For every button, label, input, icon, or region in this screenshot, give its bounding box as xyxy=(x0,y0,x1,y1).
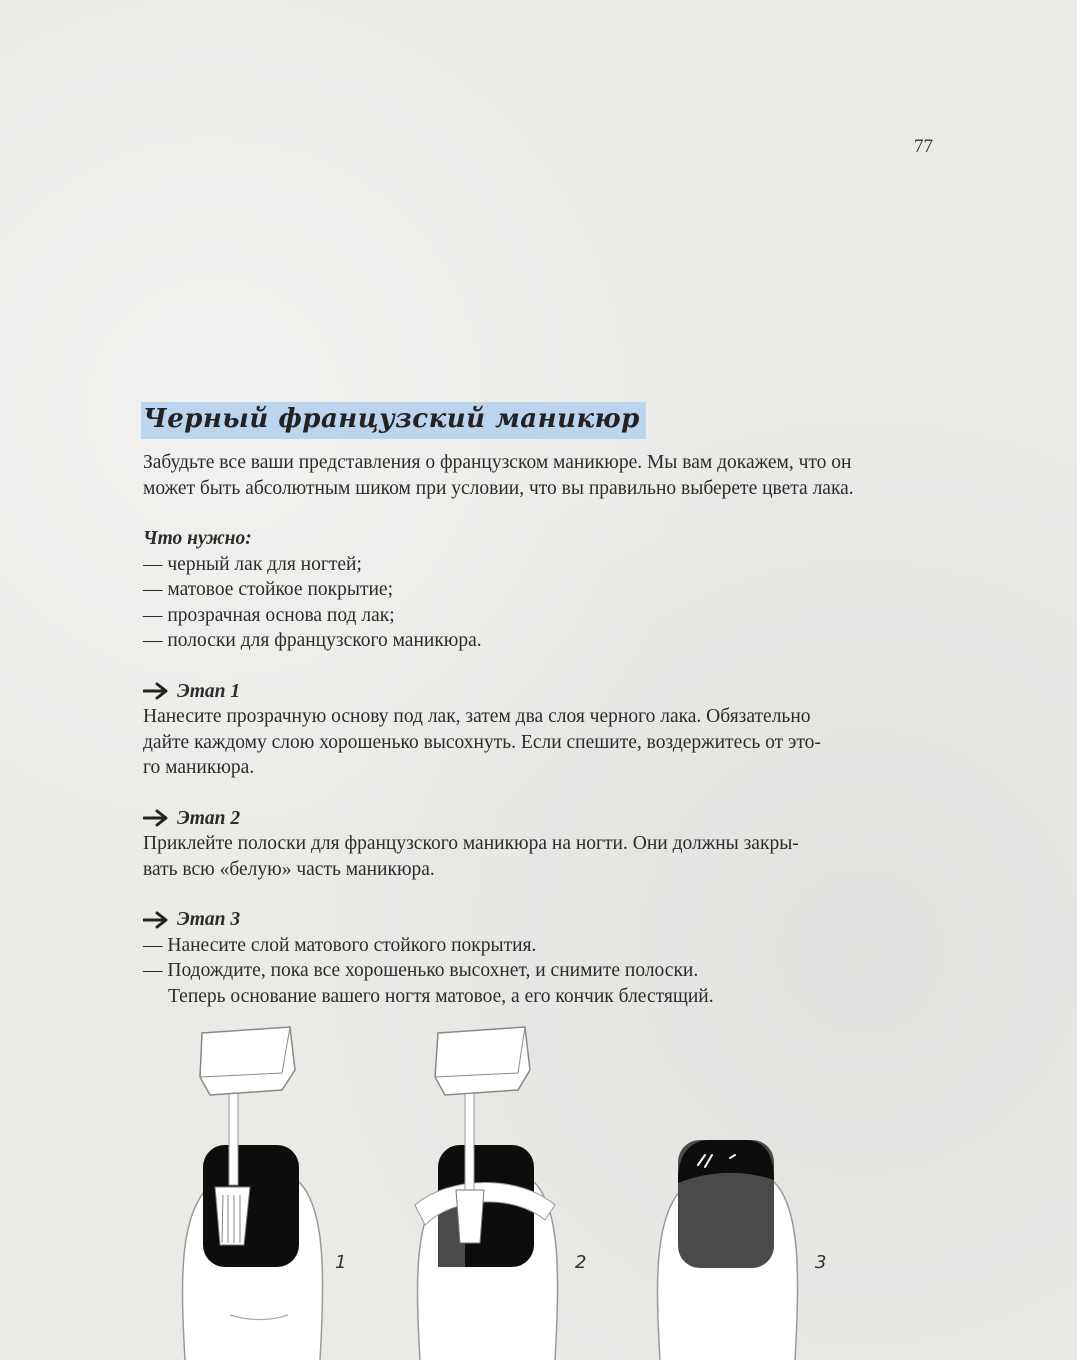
needs-item: — матовое стойкое покрытие; xyxy=(143,579,393,600)
figure-label-2: 2 xyxy=(575,1252,587,1273)
step-title: Этап 3 xyxy=(177,909,241,930)
step-3 xyxy=(143,907,883,1009)
step-text-line: Приклейте полоски для французского маникюра на ногти. Они должны закры- xyxy=(143,833,799,854)
step-title: Этап 2 xyxy=(177,807,241,829)
step-text-line: — Подождите, пока все хорошенько высохнет, и снимите полоски. xyxy=(143,960,699,981)
arrow-right-icon xyxy=(143,809,169,827)
finger-3-illustration xyxy=(658,1140,827,1360)
needs-section xyxy=(143,526,883,654)
step-text-line: го маникюра. xyxy=(143,757,255,778)
step-text-line: Нанесите прозрачную основу под лак, затем два слоя черного лака. Обязательно xyxy=(143,706,811,727)
needs-item: — прозрачная основа под лак; xyxy=(143,604,395,626)
title-highlight xyxy=(141,402,646,439)
step-text-line: вать всю «белую» часть маникюра. xyxy=(143,858,435,880)
step-text-line: дайте каждому слою хорошенько высохнуть. Если спешите, воздержитесь от это- xyxy=(143,731,821,753)
needs-item: — черный лак для ногтей; xyxy=(143,553,362,575)
needs-item: — полоски для французского маникюра. xyxy=(143,630,482,651)
needs-title: Что нужно: xyxy=(143,528,252,549)
figure-label-1: 1 xyxy=(335,1252,347,1273)
nail-illustration xyxy=(170,1015,870,1360)
step-1 xyxy=(143,679,883,781)
finger-1-illustration xyxy=(183,1027,347,1360)
finger-2-illustration xyxy=(415,1027,586,1360)
step-text-line: — Нанесите слой матового стойкого покрытия. xyxy=(143,934,537,956)
page-title: Черный французский маникюр xyxy=(143,404,640,434)
intro-paragraph: Забудьте все ваши представления о французском маникюре. Мы вам докажем, что он может быть абсолютным шиком при условии, что вы правильно выберете цвета лака. xyxy=(143,452,854,499)
arrow-right-icon xyxy=(143,911,169,929)
arrow-right-icon xyxy=(143,682,169,700)
step-text-line: Теперь основание вашего ногтя матовое, а его кончик блестящий. xyxy=(168,985,714,1007)
step-title: Этап 1 xyxy=(177,680,241,702)
page-number: 77 xyxy=(914,136,933,157)
step-2 xyxy=(143,806,883,883)
figure-label-3: 3 xyxy=(815,1252,827,1273)
article-body xyxy=(143,450,883,1009)
